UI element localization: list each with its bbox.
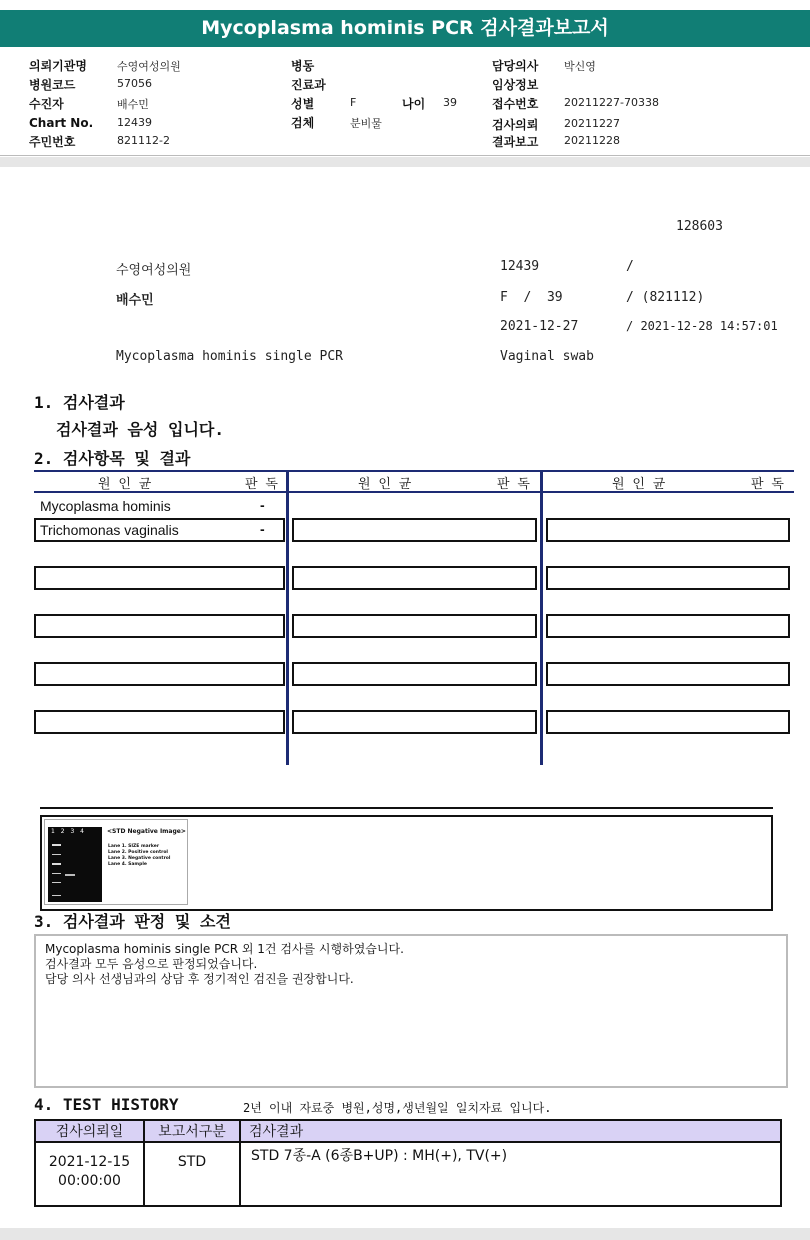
report-date-value: 20211228 [564, 134, 620, 147]
gel-band [52, 895, 61, 896]
resident-no-label: 주민번호 [29, 135, 76, 149]
info-receipt-date: 2021-12-27 [500, 319, 579, 334]
col3-pathogen-header: 원 인 균 [612, 477, 666, 492]
hospital-code-value: 57056 [117, 77, 152, 90]
clinic-value: 수영여성의원 [117, 60, 181, 73]
request-date-label: 검사의뢰 [492, 118, 539, 132]
request-date-value: 20211227 [564, 117, 620, 130]
result-cell [292, 518, 537, 542]
page-break-band [0, 157, 810, 167]
result-cell [546, 614, 790, 638]
gel-legend-item: Lane 2. Positive control [108, 850, 168, 855]
info-specimen: Vaginal swab [500, 349, 594, 364]
gel-image [44, 819, 188, 905]
history-table [34, 1119, 782, 1207]
info-report-datetime: / 2021-12-28 14:57:01 [626, 319, 778, 333]
patient-value: 배수민 [117, 98, 149, 111]
history-header-result: 검사결과 [240, 1120, 781, 1142]
result-cell [546, 710, 790, 734]
specimen-value: 분비물 [350, 117, 382, 130]
section-3-title: 3. 검사결과 판정 및 소견 [34, 912, 231, 931]
clinic-label: 의뢰기관명 [29, 59, 87, 73]
history-note: 2년 이내 자료중 병원,성명,생년월일 일치자료 입니다. [243, 1101, 552, 1115]
result-cell [292, 614, 537, 638]
gel-legend [108, 844, 170, 868]
col1-pathogen-header: 원 인 균 [98, 477, 152, 492]
history-time: 00:00:00 [58, 1173, 121, 1189]
specimen-label: 검체 [291, 116, 315, 130]
gel-photo [48, 827, 102, 902]
col3-judgment-header: 판 독 [751, 477, 784, 492]
opinion-line: 담당 의사 선생님과의 상담 후 정기적인 검진을 권장합니다. [45, 972, 354, 986]
gel-band [52, 882, 61, 883]
history-result: STD 7종-A (6종B+UP) : MH(+), TV(+) [240, 1142, 781, 1206]
section-1-title: 1. 검사결과 [34, 393, 125, 412]
hospital-code-label: 병원코드 [29, 78, 76, 92]
gel-top-rule [40, 807, 773, 809]
sex-label: 성별 [291, 97, 315, 111]
result-cell [292, 710, 537, 734]
grid-top-rule [34, 470, 794, 472]
opinion-line: 검사결과 모두 음성으로 판정되었습니다. [45, 957, 258, 971]
info-slash: / [626, 259, 634, 274]
info-clinic: 수영여성의원 [116, 263, 192, 278]
history-header-date: 검사의뢰일 [35, 1120, 144, 1142]
page-bottom-band [0, 1228, 810, 1240]
history-row [35, 1142, 781, 1206]
result-cell [292, 662, 537, 686]
report-title: Mycoplasma hominis PCR 검사결과보고서 [0, 10, 810, 47]
gel-band [52, 873, 61, 874]
result-cell [34, 614, 285, 638]
section-2-title: 2. 검사항목 및 결과 [34, 449, 191, 468]
gel-legend-item: Lane 4. Sample [108, 862, 147, 867]
column-divider [540, 470, 543, 765]
info-test-name: Mycoplasma hominis single PCR [116, 349, 343, 364]
age-label: 나이 [402, 97, 426, 111]
result-name: Mycoplasma hominis [40, 498, 171, 514]
section-1-result-text: 검사결과 음성 입니다. [56, 420, 225, 439]
col2-pathogen-header: 원 인 균 [358, 477, 412, 492]
chart-no-label: Chart No. [29, 116, 94, 130]
result-cell [34, 566, 285, 590]
result-judgment: - [260, 497, 265, 513]
history-date-cell [35, 1142, 144, 1206]
section-4-title: 4. TEST HISTORY [34, 1095, 179, 1114]
result-cell [34, 710, 285, 734]
result-cell [546, 566, 790, 590]
chart-no-value: 12439 [117, 116, 152, 129]
result-cell [34, 662, 285, 686]
opinion-text [45, 942, 404, 987]
document-number: 128603 [676, 219, 723, 234]
sex-value: F [350, 96, 357, 109]
receipt-no-value: 20211227-70338 [564, 96, 659, 109]
ward-label: 병동 [291, 59, 315, 73]
col2-judgment-header: 판 독 [497, 477, 530, 492]
col1-judgment-header: 판 독 [245, 477, 278, 492]
clinical-info-label: 임상정보 [492, 78, 539, 92]
dept-label: 진료과 [291, 78, 326, 92]
gel-band [65, 874, 75, 876]
info-patient: 배수민 [116, 293, 154, 308]
column-divider [286, 470, 289, 765]
gel-lane-numbers: 1 2 3 4 [51, 828, 84, 835]
patient-label: 수진자 [29, 97, 64, 111]
history-header-row [35, 1120, 781, 1142]
result-judgment: - [260, 521, 265, 537]
report-date-label: 결과보고 [492, 135, 539, 149]
info-chart: 12439 [500, 259, 540, 274]
gel-legend-item: Lane 1. SIZE marker [108, 844, 160, 849]
gel-band [52, 854, 61, 855]
info-birth: / (821112) [626, 290, 705, 305]
result-cell [292, 566, 537, 590]
info-sex-age: F / 39 [500, 290, 563, 305]
resident-no-value: 821112-2 [117, 134, 170, 147]
gel-band [52, 863, 61, 865]
history-type: STD [144, 1142, 240, 1206]
history-header-type: 보고서구분 [144, 1120, 240, 1142]
result-cell [546, 518, 790, 542]
header-divider [0, 155, 810, 156]
result-cell [546, 662, 790, 686]
opinion-line: Mycoplasma hominis single PCR 외 1건 검사를 시행하였습니다. [45, 942, 404, 956]
gel-title: <STD Negative Image> [107, 828, 186, 835]
receipt-no-label: 접수번호 [492, 97, 539, 111]
gel-band [52, 844, 61, 846]
result-name: Trichomonas vaginalis [40, 522, 179, 538]
gel-legend-item: Lane 3. Negative control [108, 856, 171, 861]
age-value: 39 [443, 96, 457, 109]
history-date: 2021-12-15 [48, 1154, 131, 1170]
doctor-value: 박신영 [564, 60, 596, 73]
doctor-label: 담당의사 [492, 59, 539, 73]
